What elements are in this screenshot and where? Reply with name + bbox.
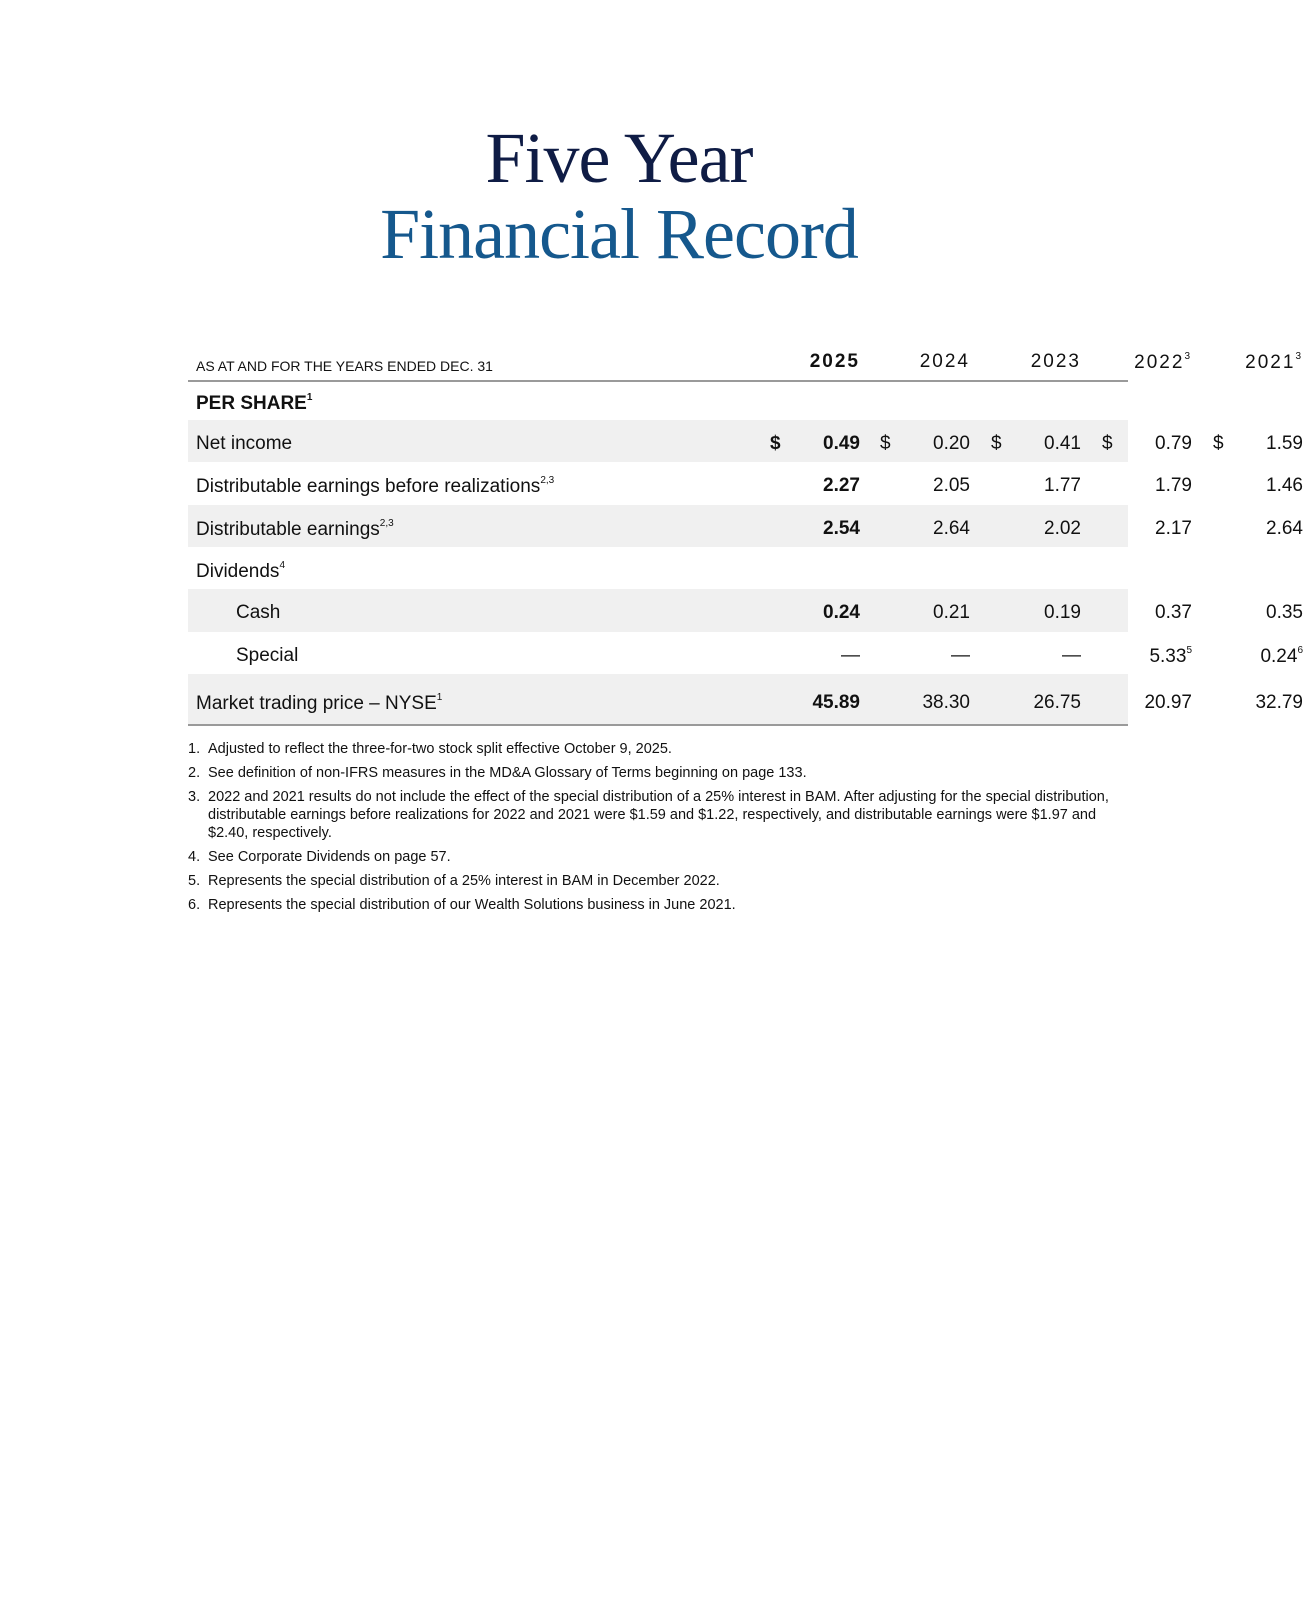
table-header-row <box>188 347 1303 382</box>
cell-2022: 2.17 <box>1155 518 1192 539</box>
footnote-6: 6. Represents the special distribution of our Wealth Solutions business in June 2021. <box>188 897 736 913</box>
cell-2021: 0.24$^6$ <box>1260 645 1303 667</box>
cell-2023: 0.19 <box>1044 602 1081 623</box>
cell-2025: 2.54 <box>823 518 860 539</box>
page-title <box>0 120 1238 272</box>
title-line-1: Five Year <box>485 118 753 198</box>
table-row-special <box>188 632 1303 674</box>
cell-2025: 45.89 <box>812 692 860 713</box>
footnote-2: 2. See definition of non-IFRS measures in the MD&A Glossary of Terms beginning on page 133. <box>188 765 807 781</box>
table-row-dividends <box>188 547 1128 589</box>
footnote-1: 1. Adjusted to reflect the three-for-two stock split effective October 9, 2025. <box>188 741 672 757</box>
cell-2023: 2.02 <box>1044 518 1081 539</box>
section-row-per-share <box>188 382 1128 420</box>
cell-2021: 2.64 <box>1266 518 1303 539</box>
footnote-4: 4. See Corporate Dividends on page 57. <box>188 849 451 865</box>
cell-2023: $ 0.41 <box>991 433 1081 454</box>
cell-2022: 20.97 <box>1144 692 1192 713</box>
cell-2024: 0.21 <box>933 602 970 623</box>
title-line-2: Financial Record <box>380 194 858 274</box>
cell-2021: $ 1.59 <box>1213 433 1303 454</box>
cell-2025: $ 0.49 <box>770 433 860 454</box>
table-row-cash <box>188 589 1303 632</box>
cell-2024: — <box>951 645 970 666</box>
cell-2025: 2.27 <box>823 475 860 496</box>
cell-2023: 1.77 <box>1044 475 1081 496</box>
cell-2021: 1.46 <box>1266 475 1303 496</box>
row-label: Net income <box>196 433 293 454</box>
year-2022: 2022$^3$ <box>1134 351 1192 373</box>
footnotes <box>188 740 1128 920</box>
row-label: Cash <box>236 602 281 623</box>
cell-2024: 2.05 <box>933 475 970 496</box>
cell-2023: — <box>1062 645 1081 666</box>
row-label: Special <box>236 645 299 666</box>
cell-2022: $ 0.79 <box>1102 433 1192 454</box>
cell-2025: 0.24 <box>823 602 860 623</box>
table-row-market-price <box>188 674 1303 726</box>
row-label: Distributable earnings before realizations$^{2,3}$ <box>196 475 555 497</box>
cell-2023: 26.75 <box>1033 692 1081 713</box>
footnote-3: 3. 2022 and 2021 results do not include the effect of the special distribution of a 25% interest in BAM. After adjusting for the special distribution, distributable earnings before realizations for 2022 and 2021 were $1.59 and $1.22, respectively, and distributable earnings were $1.97 and $2.40, respectively. <box>188 789 1109 841</box>
table-row-de <box>188 505 1303 547</box>
cell-2024: 38.30 <box>922 692 970 713</box>
row-label: Market trading price – NYSE$^1$ <box>196 692 443 714</box>
cell-2022: 1.79 <box>1155 475 1192 496</box>
year-2023: 2023 <box>1030 351 1081 372</box>
row-label: Dividends$^4$ <box>196 560 285 582</box>
table-row-net-income <box>188 420 1303 462</box>
cell-2024: 2.64 <box>933 518 970 539</box>
table-row-deb <box>188 462 1303 505</box>
cell-2021: 32.79 <box>1255 692 1303 713</box>
year-2025: 2025 <box>809 351 860 372</box>
cell-2025: — <box>841 645 860 666</box>
year-2024: 2024 <box>919 351 970 372</box>
cell-2021: 0.35 <box>1266 602 1303 623</box>
section-label: PER SHARE$^1$ <box>196 392 313 414</box>
year-2021: 2021$^3$ <box>1245 351 1303 373</box>
row-label: Distributable earnings$^{2,3}$ <box>196 518 394 540</box>
financial-record-table <box>188 347 1303 726</box>
cell-2022: 5.33$^5$ <box>1149 645 1192 667</box>
cell-2024: $ 0.20 <box>880 433 970 454</box>
footnote-5: 5. Represents the special distribution of a 25% interest in BAM in December 2022. <box>188 873 720 889</box>
cell-2022: 0.37 <box>1155 602 1192 623</box>
header-label: AS AT AND FOR THE YEARS ENDED DEC. 31 <box>196 358 493 374</box>
